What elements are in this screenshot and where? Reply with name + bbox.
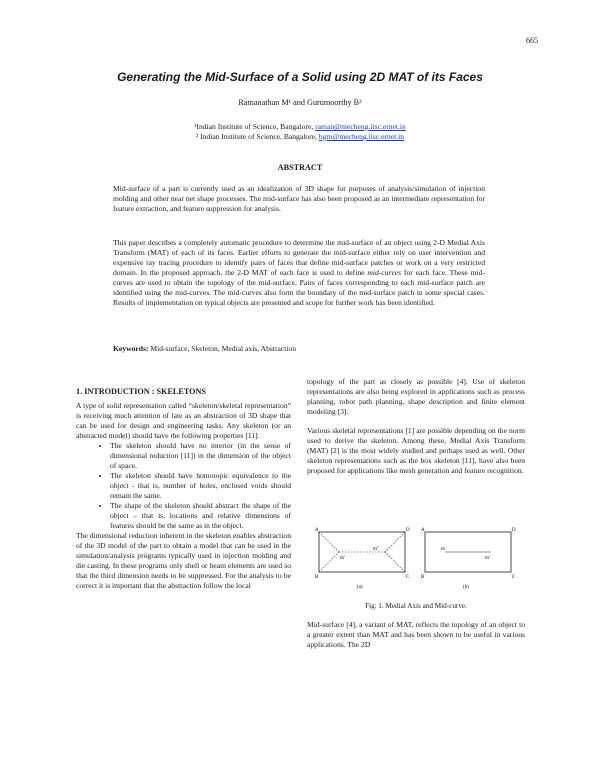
keywords-label: Keywords: <box>113 344 149 353</box>
keywords: Keywords: Mid-surface, Skeleton, Medial axis, Abstraction <box>113 344 297 353</box>
abstract-paragraph-1: Mid-surface of a part is currently used as an idealization of 3D shape for purposes of analysis/simulation of injection molding and other near net shape processes. The mid-surface has also been proposed as an intermediate representation for feature extraction, and feature suppression for analysis. <box>113 184 485 213</box>
figure-b <box>421 528 516 590</box>
point-label: B <box>421 575 425 580</box>
point-label: C <box>512 575 516 580</box>
abstract-paragraph-2: This paper describes a completely automatic procedure to determine the mid-surface of an object using 2-D Medial Axis Transform (MAT) of each of its faces. Earlier efforts to generate the mid-surface either rely on user intervention and expensive ray tracing procedure to identify pairs of faces that define mid-surface patches or work on a very restricted domain. In the proposed approach, the 2-D MAT of each face is used to define mid-curves for each face. These mid-curves are used to obtain the topology of the mid-surface. Pairs of faces corresponding to each mid-surface patch are identified using the mid-curves. The mid-curves also form the boundary of the mid-surface patch in some special cases. Results of implementation on typical objects are presented and scope for further work has been identified. <box>113 238 485 307</box>
list-item: • The shape of the skeleton should abstract the shape of the object – that is, locations and relative dimensions of features should be the same as in the object. <box>110 501 291 531</box>
paper-title: Generating the Mid-Surface of a Solid using 2D MAT of its Faces <box>117 70 483 84</box>
properties-list <box>76 441 291 531</box>
affiliation-1: ¹Indian Institute of Science, Bangalore, raman@mecheng.iisc.ernet.in <box>194 122 406 131</box>
mid-curves-term: mid-curves <box>367 268 402 277</box>
email-link-2[interactable]: bgm@mecheng.iisc.ernet.in <box>318 132 405 141</box>
point-label: m" <box>373 547 379 552</box>
right-paragraph-3: Mid-surface [4], a variant of MAT, reflects the topology of an object to a greater extent than MAT and has been shown to be useful in various applications. The 2D <box>307 620 525 649</box>
point-label: A <box>421 528 425 533</box>
figure-a <box>315 528 410 590</box>
point-label: A <box>315 528 319 533</box>
point-label: D <box>512 528 516 533</box>
abstract-heading: ABSTRACT <box>277 163 323 172</box>
right-column-bottom <box>307 620 525 650</box>
point-label: m' <box>485 556 490 561</box>
point-label: C <box>406 575 410 580</box>
list-item: • The skeleton should have no interior (in the sense of dimensional reduction [11]) in the dimension of the object of space. <box>110 441 291 471</box>
point-label: D <box>406 528 410 533</box>
figure-label-b: (b) <box>463 585 469 590</box>
point-label: m <box>441 547 445 552</box>
list-item: • The skeleton should have homotopic equivalence to the object - that is, number of holes, enclosed voids should remain the same. <box>110 471 291 501</box>
left-column <box>76 387 291 591</box>
affiliation-2: ² Indian Institute of Science, Bangalore, bgm@mecheng.iisc.ernet.in <box>195 132 405 141</box>
medial-axis-figure <box>315 528 515 590</box>
right-paragraph-2: Various skeletal representations [1] are possible depending on the norm used to derive the skeleton. Among these, Medial Axis Transform (MAT) [2] is the most widely studied and perhaps used as well. Other skeleton representations such as the box skeleton [11], have also been proposed for applications like mesh generation and feature recognition. <box>307 426 525 475</box>
authors: Ramanathan M¹ and Gurumoorthy B² <box>238 98 362 107</box>
intro-paragraph-2: The dimensional reduction inherent in the skeleton enables abstraction of the 3D model of the part to obtain a model that can be used in the simulation/analysis programs typically used in injection molding and die casting. In these programs only shell or beam elements are used so that the third dimension needs to be suppressed. For the analysis to be correct it is important that the abstraction follow the local <box>76 531 291 590</box>
figure-caption: Fig. 1. Medial Axis and Mid-curve. <box>365 602 467 610</box>
intro-paragraph-1: A type of solid representation called “skeleton/skeletal representation” is receiving much attention of late as an abstraction of 3D shape that can be used for design and engineering tasks. Any skeleton (or an abstracted model) should have the following properties [11]. <box>76 401 291 440</box>
right-column <box>307 377 525 476</box>
section-heading: 1. INTRODUCTION : SKELETONS <box>76 387 206 396</box>
right-paragraph-1: topology of the part as closely as possible [4]. Use of skeleton representations are also being explored in applications such as process planning, robot path planning, shape description and finite element modeling [3]. <box>307 377 525 416</box>
figure-label-a: (a) <box>357 585 363 590</box>
page-number: 665 <box>526 36 538 45</box>
point-label: m' <box>340 556 345 561</box>
point-label: B <box>315 575 319 580</box>
email-link-1[interactable]: raman@mecheng.iisc.ernet.in <box>315 122 406 131</box>
